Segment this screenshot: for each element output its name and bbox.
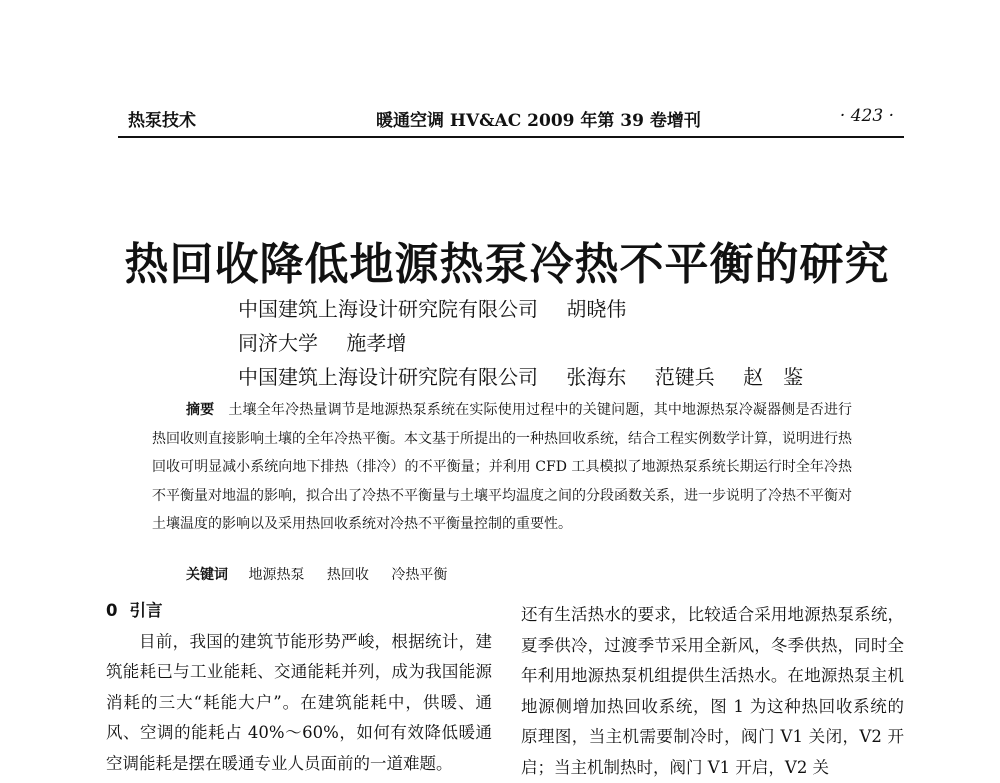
keyword: 地源热泵	[248, 567, 305, 583]
body-paragraph: 还有生活热水的要求，比较适合采用地源热泵系统，夏季供冷，过渡季节采用全新风，冬季供热，同时全年利用地源热泵机组提供生活热水。在地源热泵主机地源侧增加热回收系统，图 1 为这种热回收系统的原理图，当主机需要制冷时，阀门 V1 关闭，V2 开启；当主机制热时，阀门 V1 开启，V2 关	[521, 605, 904, 777]
keyword: 热回收	[326, 567, 369, 583]
author-affiliation: 同济大学	[238, 331, 318, 355]
section-title: 引言	[129, 601, 163, 620]
author-name: 赵 鉴	[743, 365, 804, 389]
section-number: 0	[106, 601, 118, 620]
author-affiliation: 中国建筑上海设计研究院有限公司	[238, 297, 538, 321]
author-line	[238, 292, 825, 326]
author-name: 张海东	[566, 365, 627, 389]
paper-title: 热回收降低地源热泵冷热不平衡的研究	[124, 239, 890, 290]
abstract-text: 土壤全年冷热量调节是地源热泵系统在实际使用过程中的关键问题，其中地源热泵冷凝器侧是否进行热回收则直接影响土壤的全年冷热平衡。本文基于所提出的一种热回收系统，结合工程实例数学计算，说明进行热回收可明显减小系统向地下排热（排冷）的不平衡量；并利用 CFD 工具模拟了地源热泵系统长期运行时全年冷热不平衡量对地温的影响，拟合出了冷热不平衡量与土壤平均温度之间的分段函数关系，进一步说明了冷热不平衡对土壤温度的影响以及采用热回收系统对冷热不平衡量控制的重要性。	[152, 402, 853, 533]
keywords-label: 关键词	[186, 567, 228, 583]
header-page-number: · 423 ·	[839, 106, 894, 126]
body-paragraph: 目前，我国的建筑节能形势严峻，根据统计，建筑能耗已与工业能耗、交通能耗并列，成为我国能源消耗的三大“耗能大户”。在建筑能耗中，供暖、通风、空调的能耗占 40%～60%，如何有效降低暖通空调能耗是摆在暖通专业人员面前的一道难题。	[106, 631, 492, 773]
author-line	[238, 326, 825, 360]
header-section-label: 热泵技术	[128, 111, 196, 131]
author-affiliation: 中国建筑上海设计研究院有限公司	[238, 365, 538, 389]
abstract	[152, 396, 852, 539]
header-rule	[118, 136, 904, 138]
author-name: 施孝增	[346, 331, 407, 355]
header-journal: 暖通空调 HV&AC 2009 年第 39 卷增刊	[376, 111, 701, 131]
running-header	[118, 106, 904, 132]
author-name: 胡晓伟	[566, 297, 627, 321]
author-block	[238, 292, 825, 394]
keyword: 冷热平衡	[391, 567, 448, 583]
author-name: 范键兵	[654, 365, 715, 389]
author-line	[238, 360, 825, 394]
body-column-left	[106, 596, 492, 779]
keywords	[186, 564, 465, 584]
body-column-right	[521, 600, 904, 783]
abstract-label: 摘要	[186, 402, 215, 418]
section-heading	[106, 596, 492, 627]
